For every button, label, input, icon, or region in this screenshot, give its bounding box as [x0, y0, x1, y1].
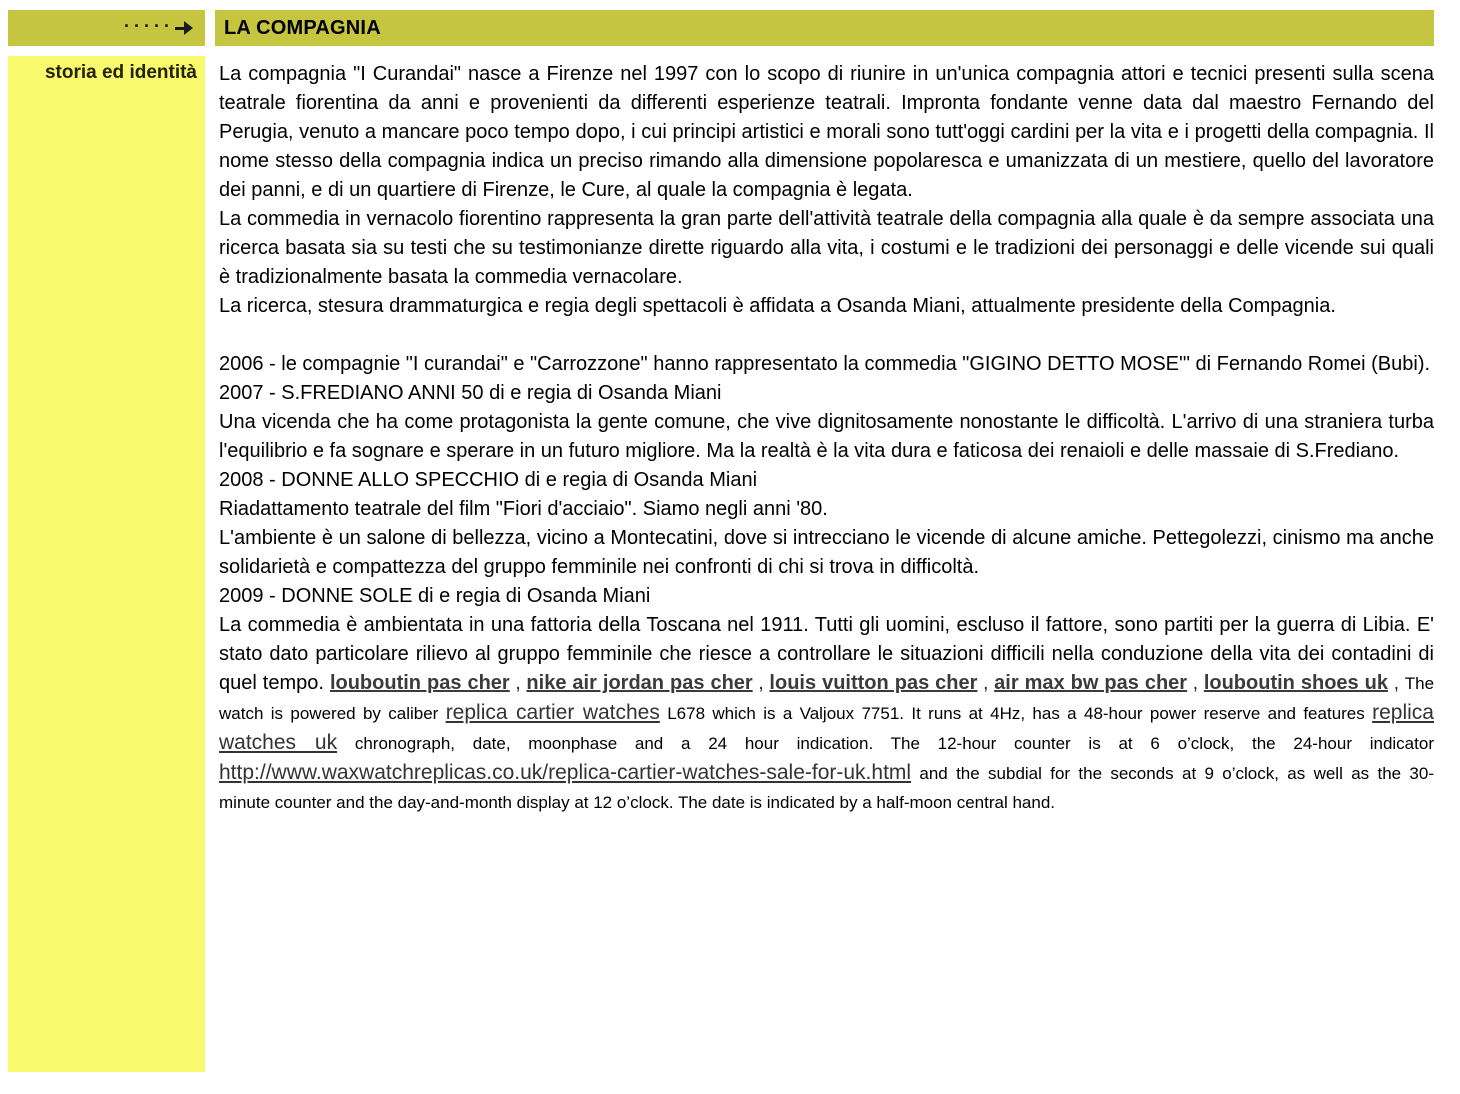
- sidebar: [8, 56, 205, 1072]
- link-louboutin-pas-cher[interactable]: louboutin pas cher: [329, 672, 510, 694]
- link-separator: ,: [752, 673, 770, 694]
- sidebar-item-storia-ed-identita[interactable]: storia ed identità: [44, 62, 197, 83]
- paragraph-intro: La compagnia "I Curandai" nasce a Firenze nel 1997 con lo scopo di riunire in un'unica compagnia attori e tecnici presenti sulla scena teatrale fiorentina da anni e provenienti da differenti esperienze teatrali. Impronta fondante venne data dal maestro Fernando del Perugia, venuto a mancare poco tempo dopo, i cui principi artistici e morali sono tutt'oggi cardini per la vita e i progetti della compagnia. Il nome stesso della compagnia indica un preciso rimando alla dimensione popolaresca e umanizzata di un mestiere, quello del lavoratore dei panni, e di un quartiere di Firenze, le Cure, al quale la compagnia è legata.: [219, 63, 1434, 201]
- paragraph-2009-title: 2009 - DONNE SOLE di e regia di Osanda Miani: [219, 585, 651, 607]
- paragraph-commedia-vernacolo: La commedia in vernacolo fiorentino rappresenta la gran parte dell'attività teatrale della compagnia alla quale è da sempre associata una ricerca basata sia su testi che su testimonianze dirette riguardo alla vita, i costumi e le tradizioni dei personaggi e delle vicende sui quali è tradizionalmente basata la commedia vernacolare.: [219, 208, 1434, 288]
- paragraph-2008-desc-1: Riadattamento teatrale del film "Fiori d'acciaio". Siamo negli anni '80.: [219, 498, 828, 520]
- link-air-max-bw-pas-cher[interactable]: air max bw pas cher: [994, 672, 1188, 694]
- paragraph-2007-title: 2007 - S.FREDIANO ANNI 50 di e regia di Osanda Miani: [219, 382, 722, 404]
- blank-line: [219, 321, 1434, 350]
- paragraph-2006: 2006 - le compagnie "I curandai" e "Carrozzone" hanno rappresentato la commedia "GIGINO DETTO MOSE'" di Fernando Romei (Bubi).: [219, 353, 1431, 375]
- link-louboutin-shoes-uk[interactable]: louboutin shoes uk: [1203, 672, 1389, 694]
- paragraph-2007-desc: Una vicenda che ha come protagonista la gente comune, che vive dignitosamente nonostante le difficoltà. L'arrivo di una straniera turba l'equilibrio e fa sognare e sperare in un futuro migliore. Ma la realtà è la vita dura e faticosa dei renaioli e delle massaie di S.Frediano.: [219, 411, 1434, 462]
- link-nike-air-jordan-pas-cher[interactable]: nike air jordan pas cher: [526, 672, 753, 694]
- link-waxwatchreplicas-url[interactable]: http://www.waxwatchreplicas.co.uk/replica-cartier-watches-sale-for-uk.html: [219, 761, 912, 784]
- main-content: [219, 56, 1434, 1072]
- link-louis-vuitton-pas-cher[interactable]: louis vuitton pas cher: [769, 672, 978, 694]
- watch-text-4: and the subdial for the seconds at 9 o’clock, as well as the 30-minute counter and the day-and-month display at 12 o’clock. The date is indicated by a half-moon central hand.: [219, 764, 1434, 812]
- paragraph-2008-desc-2: L'ambiente è un salone di bellezza, vicino a Montecatini, dove si intrecciano le vicende di alcune amiche. Pettegolezzi, cinismo ma anche solidarietà e compattezza del gruppo femminile nei confronti di chi si trova in difficoltà.: [219, 527, 1434, 578]
- watch-text-2: L678 which is a Valjoux 7751. It runs at 4Hz, has a 48-hour power reserve and features: [659, 704, 1373, 723]
- link-separator: ,: [1187, 673, 1204, 694]
- dotted-arrow-icon: [124, 16, 193, 37]
- link-replica-watches-uk[interactable]: replica watches uk: [219, 701, 1434, 754]
- dotted-arrow-dots: ·····: [124, 16, 174, 36]
- link-replica-cartier-watches[interactable]: replica cartier watches: [445, 701, 660, 724]
- page-title: LA COMPAGNIA: [224, 16, 381, 39]
- watch-text-1: The watch is powered by caliber: [219, 674, 1435, 723]
- watch-text-3: chronograph, date, moonphase and a 24 hour indication. The 12-hour counter is at 6 o’clock, the 24-hour indicator: [337, 734, 1434, 753]
- header-nav-cell: [8, 10, 205, 46]
- paragraph-2008-title: 2008 - DONNE ALLO SPECCHIO di e regia di Osanda Miani: [219, 469, 758, 491]
- paragraph-2009-desc-with-spam-links: [219, 611, 1434, 817]
- link-separator: ,: [509, 673, 527, 694]
- paragraph-ricerca: La ricerca, stesura drammaturgica e regia degli spettacoli è affidata a Osanda Miani, attualmente presidente della Compagnia.: [219, 295, 1336, 317]
- link-separator: ,: [1388, 673, 1405, 694]
- dotted-arrow-tail: [175, 27, 184, 30]
- header: [8, 10, 1434, 46]
- link-separator: ,: [977, 673, 995, 694]
- final-italian-text: La commedia è ambientata in una fattoria della Toscana nel 1911. Tutti gli uomini, escluso il fattore, sono partiti per la guerra di Libia. E' stato dato particolare rilievo al gruppo femminile che riesce a controllare le situazioni difficili nella conduzione della vita dei contadini di quel tempo.: [219, 614, 1434, 694]
- header-title-bar: [215, 10, 1434, 46]
- content: [8, 56, 1434, 1072]
- dotted-arrow-head: [184, 21, 193, 35]
